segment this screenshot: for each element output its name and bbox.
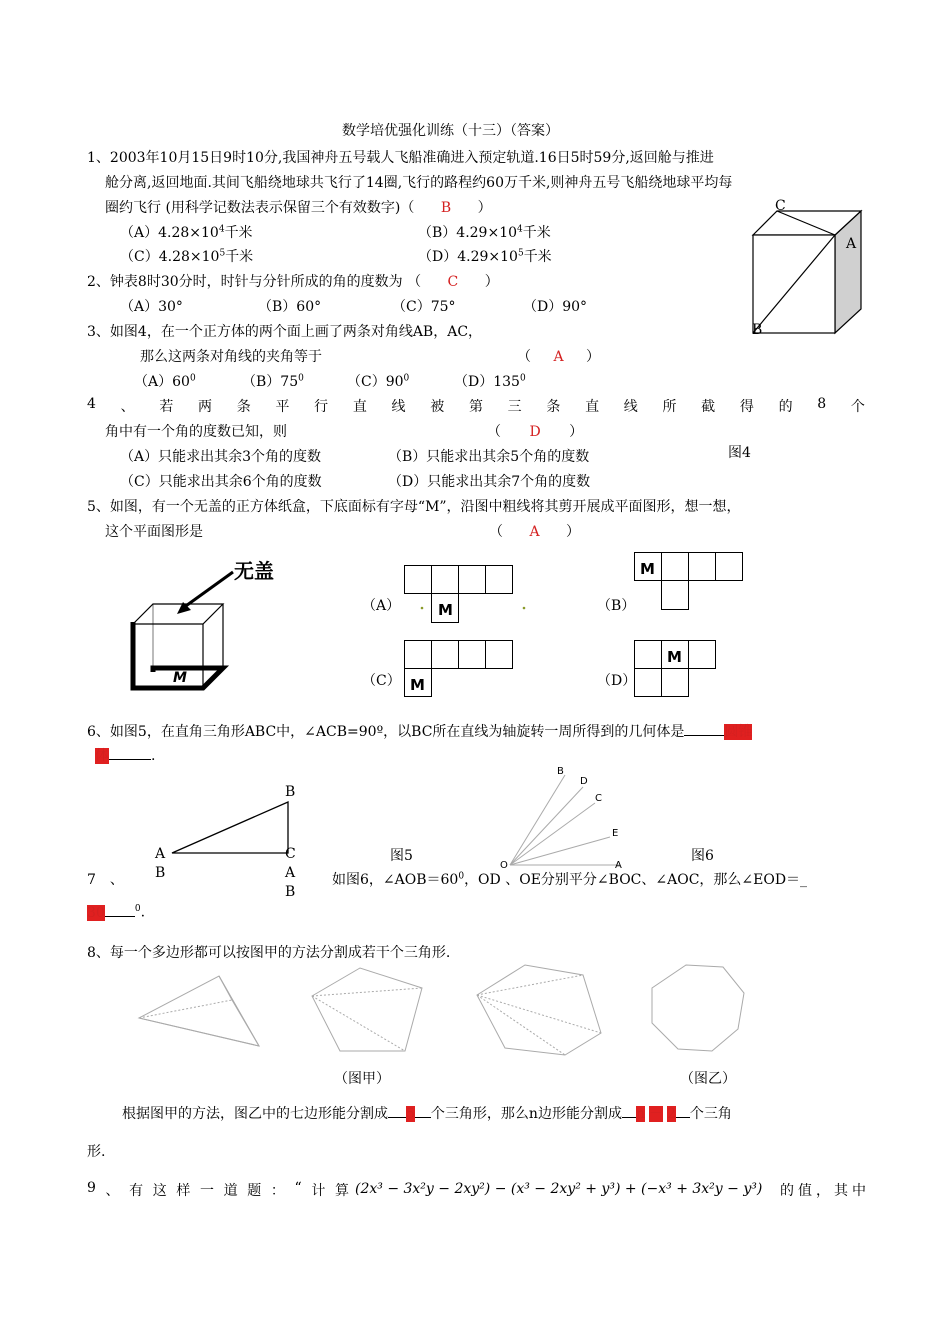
q4-char-12: 条 xyxy=(546,399,561,415)
q3-option-d xyxy=(454,371,526,391)
q9-char-6: 道 xyxy=(223,1183,238,1199)
q5-bracket xyxy=(489,521,580,541)
q4-char-16: 截 xyxy=(701,399,716,415)
q9-char-10: 计 xyxy=(311,1183,326,1199)
q6-answer-2: 体 xyxy=(95,748,109,764)
figure-4-cube xyxy=(748,205,868,340)
q9-tail-char-1: 值 xyxy=(798,1183,812,1199)
box-back-face xyxy=(153,604,223,668)
box-top-rim xyxy=(133,604,223,624)
q1-option-c-unit: 千米 xyxy=(225,249,254,265)
fig6-label-c: C xyxy=(595,793,602,804)
q8-answer-line xyxy=(122,1103,732,1123)
q9-tail-char-2: ， xyxy=(816,1183,830,1199)
q5-option-b-label: （B） xyxy=(597,598,636,614)
q8-sent-a: 根据图甲的方法，图乙中的七边形能分割成 xyxy=(122,1106,388,1122)
q1-line3 xyxy=(105,197,492,217)
q4-char-4: 条 xyxy=(236,399,251,415)
q3-option-a-deg: 0 xyxy=(189,373,196,384)
q4-char-15: 所 xyxy=(662,399,677,415)
open-box-figure xyxy=(125,560,255,695)
q6-text: 6、如图5，在直角三角形ABC中，∠ACB=90º，以BC所在直线为轴旋转一周所得到的几何体是 xyxy=(87,724,685,740)
q7-answer-deg: 0 xyxy=(134,904,141,914)
box-label-no-lid: 无盖 xyxy=(234,559,274,583)
q9-char-5: 一 xyxy=(200,1183,215,1199)
q9-tail xyxy=(780,1180,866,1200)
q4-char-10: 第 xyxy=(468,399,483,415)
figure-5-triangle xyxy=(170,800,295,856)
q4-char-8: 线 xyxy=(391,399,406,415)
fig5-label-c-right: C xyxy=(285,846,296,862)
q4-char-14: 线 xyxy=(623,399,638,415)
fig6-label-a: A xyxy=(615,860,622,871)
net-d-letter: M xyxy=(667,648,682,666)
caption-figure-yi: （图乙） xyxy=(680,1071,736,1087)
q3-line2: 那么这两条对角线的夹角等于 xyxy=(140,349,322,365)
net-option-d xyxy=(634,640,749,700)
q3-option-c xyxy=(347,371,409,391)
q1-option-b-text: （B）4.29×10 xyxy=(418,225,518,241)
q8-answer-2c: 2 xyxy=(666,1106,676,1122)
q7-end: . xyxy=(140,904,146,921)
fig5-label-a-right: A xyxy=(285,865,296,881)
q4-char-6: 行 xyxy=(314,399,329,415)
q4-char-2: 若 xyxy=(159,399,174,415)
q4-char-19: 8 xyxy=(817,396,827,412)
fig5-label-b-right: B xyxy=(285,884,296,900)
q9-char-0: 9 xyxy=(87,1180,96,1196)
q9-char-9: “ xyxy=(294,1180,302,1196)
polygon-heptagon xyxy=(648,963,748,1053)
q5-line2: 这个平面图形是 xyxy=(105,524,203,540)
q2-answer: C xyxy=(447,274,459,290)
q4-open: （ xyxy=(487,424,501,440)
q5-option-d-label: （D） xyxy=(597,673,637,689)
q4-option-c: （C）只能求出其余6个角的度数 xyxy=(120,474,322,490)
polygon-quadrilateral xyxy=(137,968,262,1050)
q2-text: 2、钟表8时30分时，时针与分针所成的角的度数为 （ xyxy=(87,274,422,290)
q6-end: . xyxy=(151,748,156,764)
q9-char-2: 有 xyxy=(129,1183,144,1199)
q7-deg: 0 xyxy=(458,871,465,882)
q4-char-13: 直 xyxy=(585,399,600,415)
q4-char-5: 平 xyxy=(275,399,290,415)
q3-option-d-text: （D）135 xyxy=(454,374,520,390)
q4-char-17: 得 xyxy=(739,399,754,415)
q4-char-0: 4 xyxy=(87,396,96,412)
fig5-caption: 图5 xyxy=(390,848,413,864)
net-option-c xyxy=(404,640,519,700)
q6-line1 xyxy=(87,721,752,741)
q3-line1: 3、如图4，在一个正方体的两个面上画了两条对角线AB，AC， xyxy=(87,324,483,340)
net-option-a xyxy=(404,565,519,625)
q1-option-c-exp: 5 xyxy=(219,248,226,259)
q7-number: 7 、 xyxy=(87,872,124,888)
q9-char-8: ： xyxy=(270,1183,285,1199)
q2-close: ） xyxy=(484,274,499,290)
caption-figure-jia: （图甲） xyxy=(334,1071,390,1087)
q1-option-a-text: （A）4.28×10 xyxy=(120,225,219,241)
q1-option-c-text: （C）4.28×10 xyxy=(120,249,220,265)
q3-option-b-text: （B）75 xyxy=(242,374,299,390)
fig6-caption: 图6 xyxy=(691,848,714,864)
q4-option-d: （D）只能求出其余7个角的度数 xyxy=(388,474,591,490)
q3-option-b-deg: 0 xyxy=(298,373,304,384)
q9-char-7: 题 xyxy=(247,1183,262,1199)
q8-text: 8、每一个多边形都可以按图甲的方法分割成若干个三角形. xyxy=(87,945,451,961)
q2-option-c: （C）75° xyxy=(392,299,456,315)
q3-option-b xyxy=(242,371,304,391)
fig5-label-b-top: B xyxy=(285,784,296,800)
q1-option-b xyxy=(418,222,551,242)
q4-line1 xyxy=(87,396,865,416)
q1-option-d-text: （D）4.29×10 xyxy=(418,249,518,265)
q3-option-d-deg: 0 xyxy=(519,373,526,384)
q9-line xyxy=(87,1180,349,1200)
net-option-b xyxy=(634,552,749,612)
q1-line2: 舱分离,返回地面.其间飞船绕地球共飞行了14圈,飞行的路程约60万千米,则神舟五号飞船绕地球平均每 xyxy=(105,175,733,191)
q4-char-18: 的 xyxy=(778,399,793,415)
q9-char-4: 样 xyxy=(176,1183,191,1199)
q4-char-20: 个 xyxy=(850,399,865,415)
q5-option-a-label: （A） xyxy=(362,598,401,614)
polygon-hexagon xyxy=(475,963,605,1058)
q8-sent-b: 个三角形，那么n边形能分割成 xyxy=(430,1106,622,1122)
q9-char-3: 这 xyxy=(152,1183,167,1199)
q7-text2: ，OD 、OE分别平分∠BOC、∠AOC，那么∠EOD＝_ xyxy=(464,872,808,888)
q4-char-11: 三 xyxy=(507,399,522,415)
q3-option-c-deg: 0 xyxy=(403,373,410,384)
q8-answer-2a: n xyxy=(635,1106,645,1122)
net-a-letter: M xyxy=(438,601,453,619)
q1-line1: 1、2003年10月15日9时10分,我国神舟五号载人飞船准确进入预定轨道.16日5时59分,返回舱与推进 xyxy=(87,150,714,166)
q5-option-c-label: （C） xyxy=(362,673,401,689)
q4-line2: 角中有一个角的度数已知，则 xyxy=(105,424,287,440)
q8-answer-1: 5 xyxy=(406,1106,415,1122)
fig6-label-d: D xyxy=(580,776,588,787)
q8-answer-2b: － xyxy=(648,1106,663,1122)
polygon-pentagon xyxy=(310,966,425,1056)
q4-option-b: （B）只能求出其余5个角的度数 xyxy=(388,449,590,465)
q6-line2 xyxy=(95,745,155,765)
fig5-label-a-left: A xyxy=(155,846,166,862)
q7-answer: 30 xyxy=(87,904,105,921)
q4-char-9: 被 xyxy=(430,399,445,415)
q4-char-3: 两 xyxy=(198,399,213,415)
figure-6-angle-rays xyxy=(500,765,630,875)
q8-line-end: 形. xyxy=(87,1144,106,1160)
q5-line1: 5、如图，有一个无盖的正方体纸盒，下底面标有字母“M”，沿图中粗线将其剪开展成平面图形，想一想， xyxy=(87,499,741,515)
q4-bracket xyxy=(487,421,583,441)
q5-open: （ xyxy=(489,524,503,540)
q1-option-d-exp: 5 xyxy=(517,248,524,259)
fig4-caption: 图4 xyxy=(728,445,751,461)
q3-bracket xyxy=(517,346,600,366)
q1-close: ） xyxy=(477,200,492,216)
q9-tail-char-4: 中 xyxy=(852,1183,866,1199)
q4-answer: D xyxy=(529,424,541,440)
q4-char-7: 直 xyxy=(352,399,367,415)
q1-answer: B xyxy=(440,200,452,216)
fig6-label-e: E xyxy=(612,828,619,839)
q5-answer: A xyxy=(529,524,540,540)
fig4-label-a: A xyxy=(846,236,857,252)
q1-option-b-unit: 千米 xyxy=(522,225,551,241)
q1-option-d xyxy=(418,246,552,266)
box-pointer-arrow xyxy=(183,572,233,608)
q9-tail-char-3: 其 xyxy=(834,1183,848,1199)
box-bottom-letter: M xyxy=(173,670,187,686)
q2-option-d: （D）90° xyxy=(523,299,588,315)
q5-close: ） xyxy=(566,524,581,540)
q9-char-1: 、 xyxy=(105,1183,120,1199)
net-b-letter: M xyxy=(640,560,655,578)
q3-option-a xyxy=(134,371,196,391)
q1-option-a-exp: 4 xyxy=(218,224,225,235)
q6-answer-1: 圆锥 xyxy=(724,724,753,740)
q3-option-c-text: （C）90 xyxy=(347,374,404,390)
q1-option-a xyxy=(120,222,253,242)
q7-line2 xyxy=(87,904,145,921)
q1-stem: 圈约飞行 (用科学记数法表示保留三个有效数字)（ xyxy=(105,200,415,216)
q9-char-11: 算 xyxy=(334,1183,349,1199)
fig4-label-c: C xyxy=(775,198,786,214)
q3-open: （ xyxy=(517,349,531,365)
q1-option-a-unit: 千米 xyxy=(224,225,253,241)
fig6-label-o: O xyxy=(500,860,508,871)
q2-option-b: （B）60° xyxy=(258,299,322,315)
q4-option-a: （A）只能求出其余3个角的度数 xyxy=(120,449,322,465)
q4-close: ） xyxy=(569,424,584,440)
q3-close: ） xyxy=(586,349,601,365)
q1-option-b-exp: 4 xyxy=(517,224,523,235)
q4-char-1: 、 xyxy=(120,399,135,415)
page-title: 数学培优强化训练（十三）（答案） xyxy=(342,123,559,139)
fig4-label-b: B xyxy=(752,322,763,338)
q3-answer: A xyxy=(553,349,564,365)
net-c-letter: M xyxy=(410,676,425,694)
q1-option-c xyxy=(120,246,253,266)
q8-sent-c: 个三角 xyxy=(689,1106,732,1122)
q9-tail-char-0: 的 xyxy=(780,1183,794,1199)
q3-option-a-text: （A）60 xyxy=(134,374,190,390)
q2-option-a: （A）30° xyxy=(120,299,183,315)
fig5-label-b-left: B xyxy=(155,865,166,881)
q1-option-d-unit: 千米 xyxy=(523,249,552,265)
q7-text: 如图6，∠AOB＝60 xyxy=(332,872,459,888)
q2-stem xyxy=(87,271,499,291)
fig6-label-b: B xyxy=(557,766,564,777)
q7-line1 xyxy=(332,869,807,889)
q9-expression: (2x³ − 3x²y − 2xy²) − (x³ − 2xy² + y³) + (−x³ + 3x²y − y³) xyxy=(355,1181,763,1197)
